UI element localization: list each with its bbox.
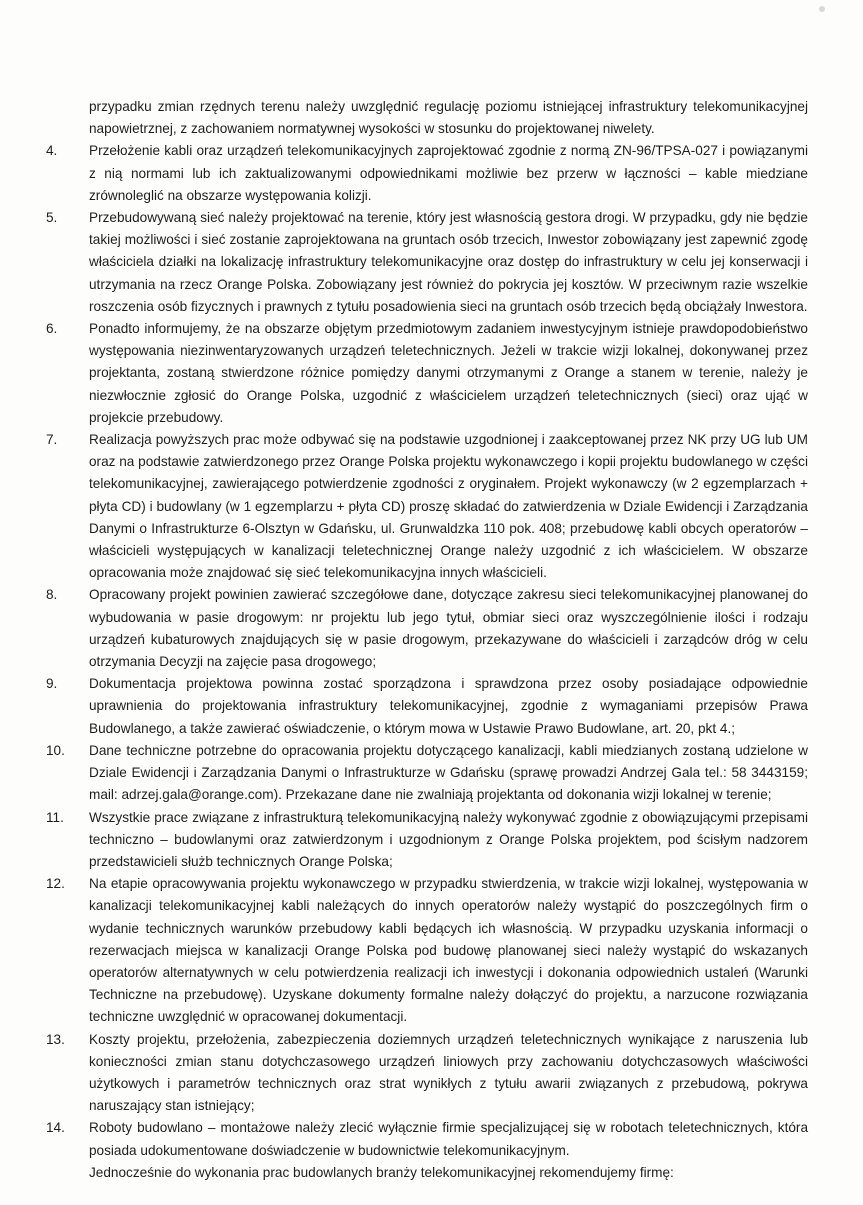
item-number: 8.	[46, 587, 58, 603]
list-item	[0, 807, 863, 874]
list-item	[0, 584, 863, 673]
item-extra-text: Jednocześnie do wykonania prac budowlanych branży telekomunikacyjnej rekomendujemy firmę:	[89, 1164, 674, 1180]
list-item	[0, 1117, 863, 1184]
document-body	[0, 96, 863, 1184]
list-item	[0, 673, 863, 740]
item-number: 5.	[46, 210, 58, 226]
item-text: Wszystkie prace związane z infrastrukturą telekomunikacyjną należy wykonywać zgodnie z obowiązującymi przepisami techniczno – budowlanymi oraz zatwierdzonym i uzgodnionym z Orange Polska projektem, pod ścisłym nadzorem przedstawicieli służb technicznych Orange Polska;	[89, 809, 808, 869]
list-item	[0, 740, 863, 807]
item-number: 6.	[46, 321, 58, 337]
item-text: Dokumentacja projektowa powinna zostać sporządzona i sprawdzona przez osoby posiadające odpowiednie uprawnienia do projektowania infrastruktury telekomunikacyjnej, zgodnie z wymaganiami przepisów Prawa Budowlanego, a także zawierać oświadczenie, o którym mowa w Ustawie Prawo Budowlane, art. 20, pkt 4.;	[89, 676, 808, 736]
item-text: Opracowany projekt powinien zawierać szczegółowe dane, dotyczące zakresu sieci telekomunikacyjnej planowanej do wybudowania w pasie drogowym: nr projektu lub jego tytuł, obmiar sieci oraz wyszczególnienie ilości i rodzaju urządzeń kubaturowych znajdujących się w pasie drogowym, przekazywane do właścicieli i zarządców dróg w celu otrzymania Decyzji na zajęcie pasa drogowego;	[89, 587, 808, 670]
list-item	[0, 318, 863, 429]
item-text: Koszty projektu, przełożenia, zabezpieczenia doziemnych urządzeń teletechnicznych wynikające z naruszenia lub konieczności zmian stanu dotychczasowego urządzeń liniowych przy zachowaniu dotychczasowych właściwości użytkowych i parametrów technicznych oraz strat wynikłych z tytułu awarii związanych z przebudową, pokrywa naruszający stan istniejący;	[89, 1031, 808, 1114]
scan-speck	[819, 6, 825, 12]
item-text: Roboty budowlano – montażowe należy zlecić wyłącznie firmie specjalizującej się w robotach teletechnicznych, która posiada udokumentowane doświadczenie w budownictwie telekomunikacyjnym.	[89, 1120, 808, 1158]
item-text: Dane techniczne potrzebne do opracowania projektu dotyczącego kanalizacji, kabli miedzianych zostaną udzielone w Dziale Ewidencji i Zarządzania Danymi o Infrastrukturze w Gdańsku (sprawę prowadzi Andrzej Gala tel.: 58 3443159; mail: adrzej.gala@orange.com). Przekazane dane nie zwalniają projektanta od dokonania wizji lokalnej w terenie;	[89, 742, 808, 803]
item-text: Przebudowywaną sieć należy projektować na terenie, który jest własnością gestora drogi. W przypadku, gdy nie będzie takiej możliwości i sieć zostanie zaprojektowana na gruntach osób trzecich, Inwestor zobowiązany jest zapewnić zgodę właściciela działki na lokalizację infrastruktury telekomunikacyjne oraz dostęp do infrastruktury w celu jej konserwacji i utrzymania na rzecz Orange Polska. Zobowiązany jest również do pokrycia jej kosztów. W przeciwnym razie wszelkie roszczenia osób fizycznych i prawnych z tytułu posadowienia sieci na gruntach osób trzecich będą obciążały Inwestora.	[89, 210, 808, 314]
item-number: 13.	[46, 1031, 65, 1047]
continuation-paragraph: przypadku zmian rzędnych terenu należy uwzględnić regulację poziomu istniejącej infrastruktury telekomunikacyjnej napowietrznej, z zachowaniem normatywnej wysokości w stosunku do projektowanej niwelety.	[89, 99, 808, 137]
item-number: 7.	[46, 432, 58, 448]
item-number: 9.	[46, 676, 58, 692]
item-text: Na etapie opracowywania projektu wykonawczego w przypadku stwierdzenia, w trakcie wizji lokalnej, występowania w kanalizacji telekomunikacyjnej kabli należących do innych operatorów należy wystąpić do poszczególnych firm o wydanie technicznych warunków przebudowy kabli będących ich własnością. W przypadku uzyskania informacji o rezerwacjach miejsca w kanalizacji Orange Polska pod budowę planowanej sieci należy wystąpić do wskazanych operatorów alternatywnych w celu potwierdzenia realizacji ich inwestycji i dokonania odpowiednich ustaleń (Warunki Techniczne na przebudowę). Uzyskane dokumenty formalne należy dołączyć do projektu, a narzucone rozwiązania techniczne uwzględnić w opracowanej dokumentacji.	[89, 876, 808, 1025]
list-item	[0, 207, 863, 318]
list-item	[0, 1029, 863, 1118]
item-text: Ponadto informujemy, że na obszarze objętym przedmiotowym zadaniem inwestycyjnym istnieje prawdopodobieństwo występowania niezinwentaryzowanych urządzeń teletechnicznych. Jeżeli w trakcie wizji lokalnej, dokonywanej przez projektanta, zostaną stwierdzone różnice pomiędzy danymi otrzymanymi z Orange a stanem w terenie, należy je niezwłocznie zgłosić do Orange Polska, uzgodnić z właścicielem urządzeń teletechnicznych (sieci) oraz ująć w projekcie przebudowy.	[89, 321, 808, 425]
item-number: 10.	[46, 742, 65, 758]
item-text: Przełożenie kabli oraz urządzeń telekomunikacyjnych zaprojektować zgodnie z normą ZN-96/TPSA-027 i powiązanymi z nią normami lub ich zaktualizowanymi odpowiednikami możliwie bez przerw w łączności – kable miedziane zrównoleglić na obszarze występowania kolizji.	[89, 143, 808, 203]
numbered-list	[0, 140, 863, 1184]
item-number: 12.	[46, 876, 65, 892]
item-number: 14.	[46, 1120, 65, 1136]
item-number: 11.	[46, 809, 64, 825]
list-item	[0, 429, 863, 584]
item-text: Realizacja powyższych prac może odbywać się na podstawie uzgodnionej i zaakceptowanej przez NK przy UG lub UM oraz na podstawie zatwierdzonego przez Orange Polska projektu wykonawczego i kopii projektu budowlanego w części telekomunikacyjnej, zawierającego potwierdzenie zgodności z oryginałem. Projekt wykonawczy (w 2 egzemplarzach + płyta CD) i budowlany (w 1 egzemplarzu + płyta CD) proszę składać do zatwierdzenia w Dziale Ewidencji i Zarządzania Danymi o Infrastrukturze 6-Olsztyn w Gdańsku, ul. Grunwaldzka 110 pok. 408; przebudowę kabli obcych operatorów – właścicieli występujących w kanalizacji teletechnicznej Orange należy uzgodnić z ich właścicielem. W obszarze opracowania może znajdować się sieć telekomunikacyjna innych właścicieli.	[89, 432, 808, 581]
list-item	[0, 140, 863, 207]
item-number: 4.	[46, 143, 58, 159]
list-item	[0, 873, 863, 1028]
